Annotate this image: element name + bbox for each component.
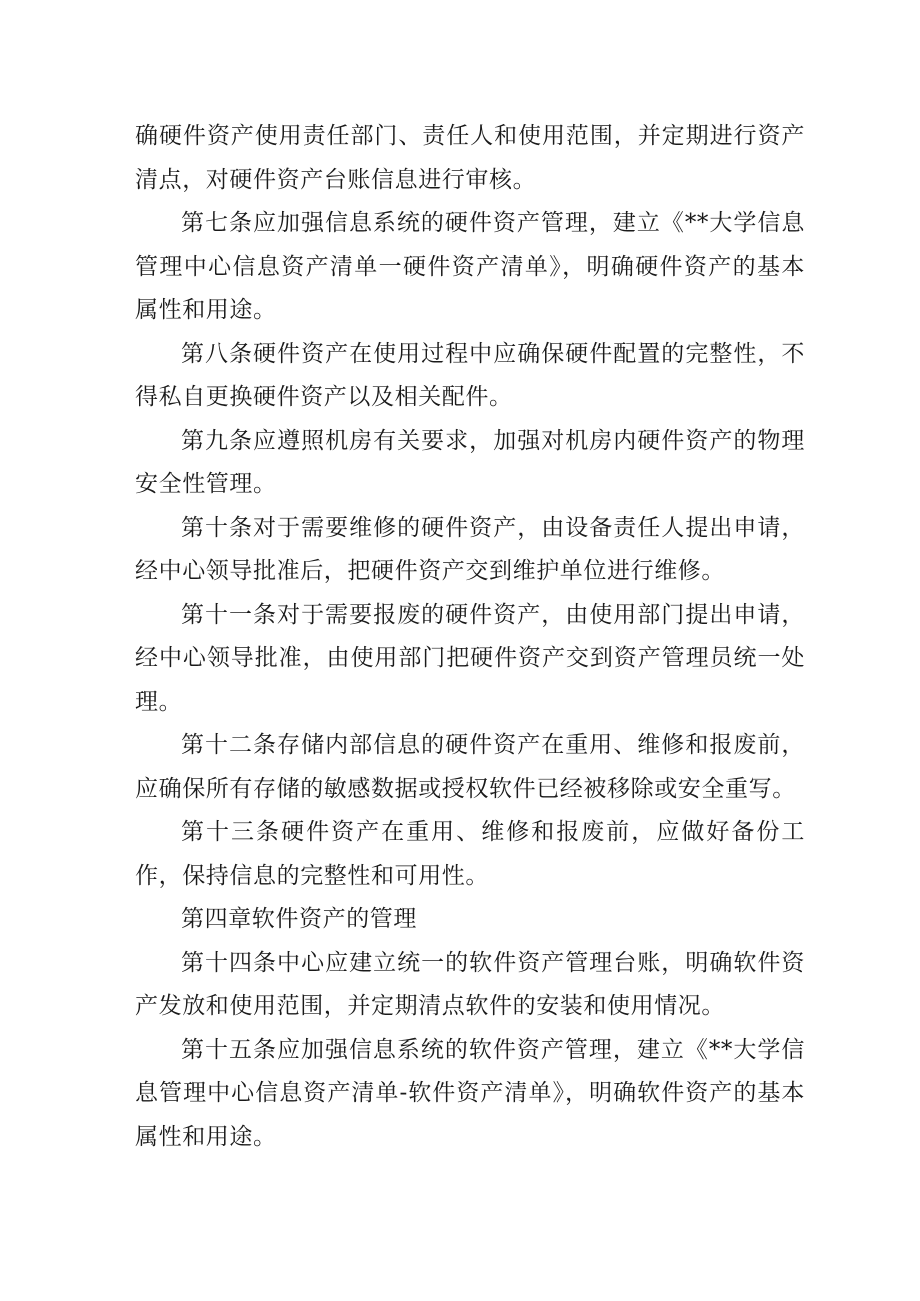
chapter-heading-4: 第四章软件资产的管理 xyxy=(181,906,417,932)
paragraph-article-9: 第九条应遵照机房有关要求，加强对机房内硬件资产的物理安全性管理。 xyxy=(135,427,805,497)
paragraph-article-8: 第八条硬件资产在使用过程中应确保硬件配置的完整性，不得私自更换硬件资产以及相关配件。 xyxy=(135,340,805,410)
paragraph-article-12: 第十二条存储内部信息的硬件资产在重用、维修和报废前，应确保所有存储的敏感数据或授权软件已经被移除或安全重写。 xyxy=(135,732,805,802)
paragraph-article-10: 第十条对于需要维修的硬件资产，由设备责任人提出申请，经中心领导批准后，把硬件资产交到维护单位进行维修。 xyxy=(135,514,805,584)
paragraph-article-15: 第十五条应加强信息系统的软件资产管理，建立《**大学信息管理中心信息资产清单-软件资产清单》，明确软件资产的基本属性和用途。 xyxy=(135,1036,805,1150)
paragraph-article-11: 第十一条对于需要报废的硬件资产，由使用部门提出申请，经中心领导批准，由使用部门把硬件资产交到资产管理员统一处理。 xyxy=(135,601,805,715)
paragraph-article-14: 第十四条中心应建立统一的软件资产管理台账，明确软件资产发放和使用范围，并定期清点软件的安装和使用情况。 xyxy=(135,949,805,1019)
paragraph-article-7: 第七条应加强信息系统的硬件资产管理，建立《**大学信息管理中心信息资产清单一硬件资产清单》，明确硬件资产的基本属性和用途。 xyxy=(135,210,805,323)
document-body xyxy=(135,115,805,1159)
paragraph-continuation: 确硬件资产使用责任部门、责任人和使用范围，并定期进行资产清点，对硬件资产台账信息进行审核。 xyxy=(135,123,805,193)
paragraph-article-13: 第十三条硬件资产在重用、维修和报废前，应做好备份工作，保持信息的完整性和可用性。 xyxy=(135,819,805,889)
